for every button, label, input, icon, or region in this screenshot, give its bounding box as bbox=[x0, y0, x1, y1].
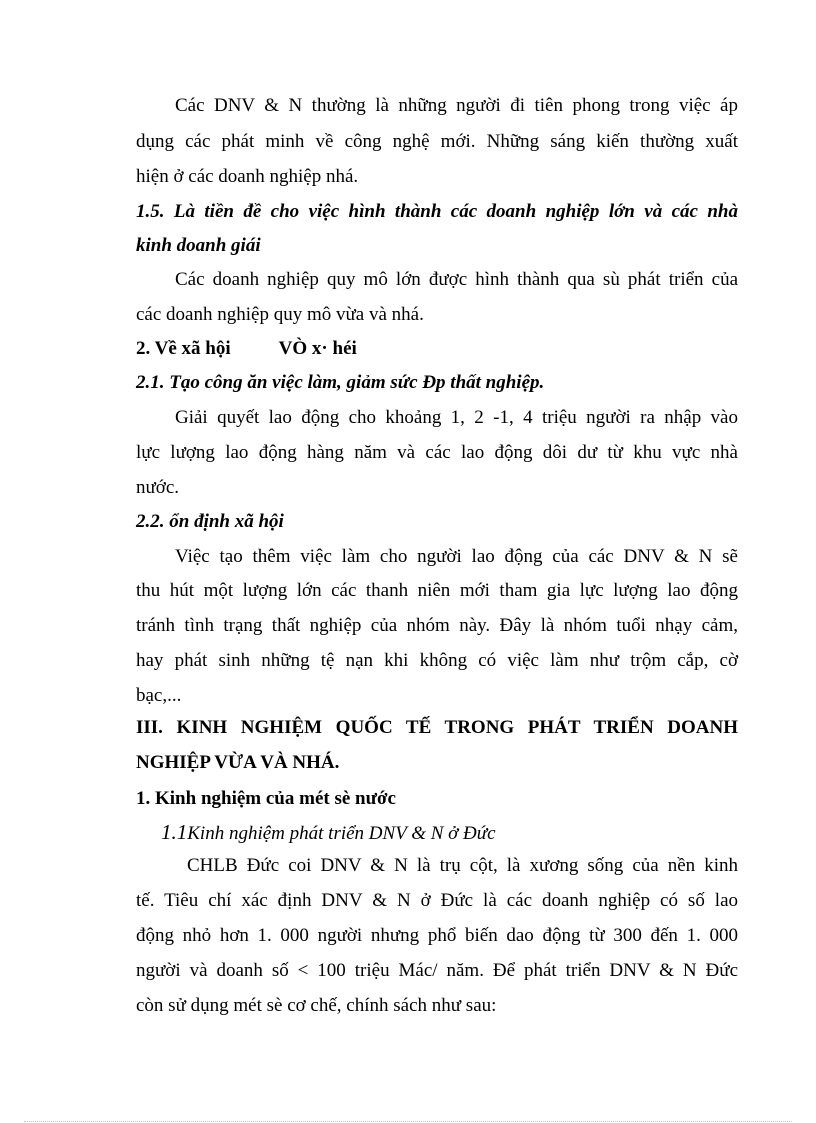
heading-3-1-1 bbox=[161, 821, 496, 845]
heading-1-5-line-2: kinh doanh giái bbox=[136, 235, 261, 256]
paragraph-5-line-4: người và doanh số < 100 triệu Mác/ năm. Để phát triển DNV & N Đức bbox=[136, 960, 738, 981]
paragraph-2-line-2: các doanh nghiệp quy mô vừa và nhá. bbox=[136, 304, 424, 325]
heading-2-1: 2.1. Tạo công ăn việc làm, giảm sức Ðp thất nghiệp. bbox=[136, 372, 545, 393]
heading-3-1-1-text: Kinh nghiệm phát triển DNV & N ở Đức bbox=[187, 823, 496, 844]
paragraph-1-line-1: Các DNV & N thường là những người đi tiên phong trong việc áp bbox=[175, 95, 738, 116]
paragraph-5-line-5: còn sử dụng mét sè cơ chế, chính sách như sau: bbox=[136, 995, 497, 1016]
paragraph-3-line-3: nước. bbox=[136, 477, 180, 498]
paragraph-4-line-3: tránh tình trạng thất nghiệp của nhóm này. Đây là nhóm tuổi nhạy cảm, bbox=[136, 615, 738, 636]
paragraph-5-line-1: CHLB Đức coi DNV & N là trụ cột, là xương sống của nền kinh bbox=[187, 855, 738, 876]
paragraph-3-line-1: Giải quyết lao động cho khoảng 1, 2 -1, 4 triệu người ra nhập vào bbox=[175, 407, 738, 428]
paragraph-4-line-2: thu hút một lượng lớn các thanh niên mới tham gia lực lượng lao động bbox=[136, 580, 738, 601]
heading-3-1: 1. Kinh nghiệm của mét sè nước bbox=[136, 788, 396, 809]
heading-2-text: 2. Về xã hội bbox=[136, 338, 231, 359]
paragraph-1-line-2: dụng các phát minh về công nghệ mới. Những sáng kiến thường xuất bbox=[136, 131, 738, 152]
heading-3-line-2: NGHIỆP VỪA VÀ NHÁ. bbox=[136, 752, 340, 773]
paragraph-5-line-2: tế. Tiêu chí xác định DNV & N ở Đức là các doanh nghiệp có số lao bbox=[136, 890, 738, 911]
paragraph-4-line-5: bạc,... bbox=[136, 685, 182, 706]
heading-2-2: 2.2. ổn định xã hội bbox=[136, 511, 284, 532]
paragraph-3-line-2: lực lượng lao động hàng năm và các lao động dôi dư từ khu vực nhà bbox=[136, 442, 738, 463]
heading-3-line-1: III. KINH NGHIỆM QUỐC TẾ TRONG PHÁT TRIỂN DOANH bbox=[136, 717, 738, 738]
heading-1-5-line-1: 1.5. Là tiền đề cho việc hình thành các doanh nghiệp lớn và các nhà bbox=[136, 201, 738, 222]
heading-2 bbox=[136, 338, 357, 360]
paragraph-2-line-1: Các doanh nghiệp quy mô lớn được hình thành qua sù phát triển của bbox=[175, 269, 738, 290]
paragraph-5-line-3: động nhỏ hơn 1. 000 người nhưng phổ biến dao động từ 300 đến 1. 000 bbox=[136, 925, 738, 946]
footer-dotted-rule bbox=[24, 1121, 792, 1122]
paragraph-4-line-4: hay phát sinh những tệ nạn khi không có việc làm như trộm cắp, cờ bbox=[136, 650, 738, 671]
paragraph-1-line-3: hiện ở các doanh nghiệp nhá. bbox=[136, 166, 359, 187]
heading-3-1-1-number: 1.1 bbox=[161, 820, 188, 844]
heading-2-garbled-text: VÒ x· héi bbox=[278, 338, 357, 359]
paragraph-4-line-1: Việc tạo thêm việc làm cho người lao động của các DNV & N sẽ bbox=[175, 546, 738, 567]
